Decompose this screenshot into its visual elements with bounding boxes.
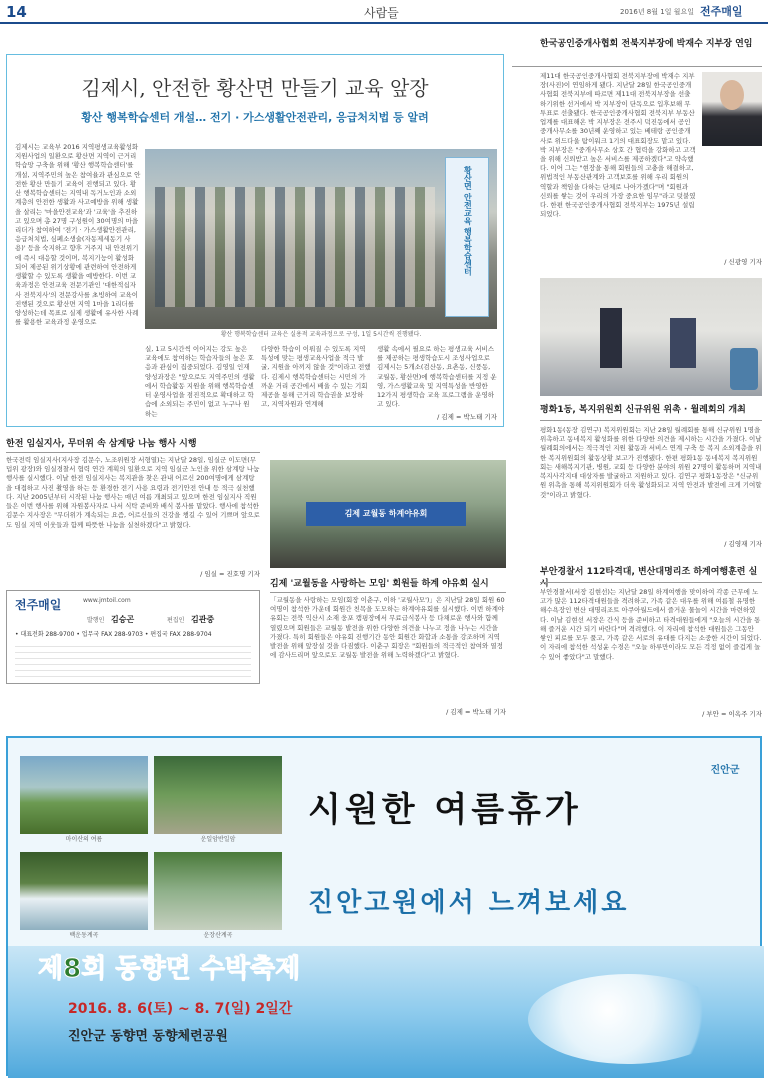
tourism-ad [6, 736, 762, 1076]
masthead-logo: 전주매일 [15, 598, 62, 612]
left2-heading: 한전 임실지사, 무더위 속 삼계탕 나눔 행사 시행 [6, 439, 197, 449]
ad-photo-caption-1: 마이산의 여름 [65, 836, 103, 843]
ad-slogan-main: 시원한 여름휴가 [308, 790, 582, 830]
right3-byline: / 부안 = 이옥주 기자 [702, 710, 762, 718]
right2-body: 평화1동(동장 김연구) 복지위원회는 지난 28일 월례회를 통해 신규위원 1명을 위촉하고 동네복지 활성화를 위한 다양한 의견을 제시하는 시간을 가졌다. 이날 월례회의에서는 적극적인 지원 활동과 서비스 연계 구축 등 복지 소외계층을 위한 복지위원회의 활동상황 보고가 진행됐다. 한편 평화1동 동네복지 복지위원회는 새해복지기관, 병원, 교회 등 다양한 분야의 위원 27명이 활동하며 지역내 복지사각지대 대상자를 발굴하고 지원하고 있다. 김연구 평화1동장은 "신규위원 위촉을 통해 복지위원회가 더욱 활성화되고 지역 안전과 발전에 크게 기여할 것"이라고 밝혔다. [540, 426, 762, 499]
feature-col4: 생활 속에서 필요로 하는 평생교육 서비스를 제공하는 평생학습도시 조성사업으로 김제시는 5개소(검산동, 요촌동, 신풍동, 교월동, 황산면)에 행복학습센터를 지정 운영, 가스생활교육 및 지역특성을 반영한 12가지 평생학습 교육 프로그램을 운영하고 있다. [377, 345, 497, 409]
right1-byline: / 신광영 기자 [724, 258, 762, 266]
right3-heading: 부안경찰서 112타격대, 변산대명리조 하계여행훈련 실시 [540, 567, 758, 590]
right2-rule [540, 420, 762, 421]
feature-photo-banner: 황산면 안전교육 행복학습센터 [445, 157, 489, 317]
editor-name: 김관중 [191, 615, 215, 624]
issue-date: 2016년 8월 1일 월요일 [620, 8, 694, 16]
feature-byline: / 김제 = 박노태 기자 [437, 413, 497, 421]
left2-byline: / 임실 = 진호명 기자 [200, 570, 260, 578]
mid2-rule [270, 592, 506, 593]
ad-photo-caption-3: 백운동계곡 [69, 932, 99, 939]
ad-photo-2 [154, 756, 282, 834]
feature-col2: 실, 1교 5시간씩 이어지는 강도 높은 교육에도 참여하는 학습자들의 높은 호응과 관심이 집중되었다. 김영일 인재양성과장은 "앞으로도 지역주민의 생활에서 학습활동 지원을 위해 행복학습센터 운영사업을 점진적으로 확대하고 학습에 소외되는 주민이 없고 누구나 원하는 [145, 345, 255, 418]
left2-body: 한국전력 임실지사(지사장 김문수, 노조위원장 서형열)는 지난달 28일, 임실군 이도면(무덥위 광장)와 임실경찰서 협력 연간 계획의 일환으로 지역 임실군 노인을 위한 삼계탕 나눔 행사를 실시했다. 이날 한전 임실지사는 복지관을 찾은 관내 어르신 200여명에게 삼계탕을 대접하고 사진 촬영을 하는 등 환경한 전기 사용 요령과 전기안전 안내 등 적극 실천했다. 지난 2005년부터 시작된 나눔 행사는 매년 여름 개최되고 있으며 한전 임실지사 직원들은 이번 행사를 위해 자원봉사자로 나서 식탁 준비와 배식 봉사를 맡았다. 행사에 참석한 김문수 지사장은 "무더위가 계속되는 요즘, 어르신들의 건강을 챙길 수 있어 기쁘며 앞으로도 임실 지역 이웃들과 함께 따뜻한 나눔을 실천하겠다"고 밝혔다. [6, 456, 260, 529]
ad-photo-1 [20, 756, 148, 834]
feature-subtitle: 황산 행복학습센터 개설… 전기 · 가스생활안전관리, 응급처치법 등 알려 [81, 111, 429, 124]
masthead-directory [15, 641, 251, 679]
feature-title: 김제시, 안전한 황산면 만들기 교육 앞장 [81, 76, 429, 100]
editor-label: 편집인 [167, 617, 185, 624]
ad-festival-title: 제8회 동향면 수박축제 [38, 954, 301, 984]
mid2-byline: / 김제 = 박노태 기자 [446, 708, 506, 716]
ad-photo-caption-2: 운일암반일암 [200, 836, 236, 843]
left2-rule [6, 452, 260, 453]
right1-heading: 한국공인중개사협회 전북지부장에 박재수 지부장 연임 [540, 39, 753, 49]
right1-body-top: 제11대 한국공인중개사협회 전북지부장에 박재수 지부장(사진)이 연임하게 됐다. 지난달 28일 한국공인중개사협회 전북지부에 따르면 제11대 전북지부장을 선출하기위한 선거에서 박 지부장이 단독으로 입후보해 무투표로 선출됐다. 한국공인중개사협회 전북지부 부동산업계를 대표해온 박 지부장은 전주시 덕진동에서 공인중개사무소를 30년째 운영하고 있는 베테랑 공인중개사로 위드다울 탐이워크 1기의 대표회장도 맡고 있다. 박 지부장은 "중개사무소 상호 간 협력을 강화하고 고객을 위해 신뢰받고 높은 서비스를 제공하겠다"고 약속했다. 이어 그는 "현장을 통해 회원들의 고충을 해결하고, 위법적인 부동산관계와 고객보호를 위해 우리 회원의 역할과 책임을 다하는 단체로 나아가겠다"며 "회원과 신뢰를 쌓는 것이 우리의 가장 중요한 임무"라고 덧붙였다. 한편 한국공인중개사협회 전북지부는 1975년 설립되었다. [540, 72, 696, 219]
ad-festival-dates: 2016. 8. 6(토) ~ 8. 7(일) 2일간 [68, 1001, 293, 1017]
masthead-contacts: • 대표전화 288-9700 • 업무국 FAX 288-9703 • 편집국 FAX 288-9704 [15, 631, 212, 638]
publisher-label: 발행인 [87, 617, 105, 624]
ad-photo-3 [20, 852, 148, 930]
feature-article [6, 54, 504, 427]
ad-logo: 진안군 [710, 765, 740, 776]
mid2-body: 「교월동을 사랑하는 모임(회장 이춘구, 이하 '교월사모')」은 지난달 28일 회원 60여명이 참석한 가운데 회원간 친목을 도모하는 하계야유회를 실시했다. 이번 하계야유회는 전북 익산시 소재 웅포 캠핑장에서 무료급식봉사 등 다채로운 행사와 함께 열렸으며 회원들은 교월동 발전을 위한 다양한 의견을 나누고 정을 나누는 시간을 가졌다. 특히 회원들은 야유회 진행기간 동안 회원간 화합과 소통을 강조하며 지역 발전을 위해 앞장설 것을 다짐했다. 이춘구 회장은 "회원들의 적극적인 참여와 열정에 감사드리며 앞으로도 교월동 발전을 위해 노력하겠다"고 밝혔다. [270, 596, 505, 660]
right2-photo [540, 278, 762, 396]
right2-heading: 평화1동, 복지위원회 신규위원 위촉 · 월례회의 개최 [540, 405, 746, 415]
right1-rule [512, 66, 762, 67]
mid2-banner: 김제 교월동 하계야유회 [306, 502, 466, 526]
mid2-photo [270, 460, 506, 568]
masthead-box [6, 590, 260, 684]
page-header [0, 0, 768, 24]
publisher-name: 김승곤 [111, 615, 135, 624]
ad-festival-venue: 진안군 동향면 동향체련공원 [68, 1029, 228, 1044]
right3-rule [540, 582, 762, 583]
right1-body [540, 148, 762, 256]
feature-photo-group [155, 187, 435, 307]
ad-splash-graphic [528, 974, 728, 1064]
section-title: 사람들 [364, 6, 399, 20]
brand-logo: 전주매일 [700, 5, 743, 18]
ad-photo-4 [154, 852, 282, 930]
right3-body: 부안경찰서(서장 김현선)는 지난달 28일 하계여행을 맞이하여 각종 근무에 노고가 많은 112타격대원들을 격려하고, 가족 같은 대우를 위해 여름철 유명한 해수욕장인 변산 대명리조트 아쿠아월드에서 즐거운 물놀이 시간을 마련하였다. 이날 김현선 서장은 간식 등을 준비하고 타격대원들에게 "오늘의 시간을 통해 즐거운 시간 되기 바란다"며 격려했다. 이 자리에 참석한 대원들은 그동안 쌓인 피로를 모두 풀고, 가족 같은 서로의 유대를 다지는 소중한 시간이 되었다. 이 자리에 참석한 석성윤 수경은 "오늘 하루만이라도 모든 걱정 없이 즐겁게 놀 수 있어 좋았다"고 말했다. [540, 588, 762, 661]
ad-slogan-sub: 진안고원에서 느껴보세요 [308, 888, 630, 918]
right1-portrait [702, 72, 762, 146]
right2-byline: / 김영재 기자 [724, 540, 762, 548]
mid2-heading: 김제 '교월동을 사랑하는 모임' 회원들 하계 야유회 실시 [270, 579, 489, 589]
page-number: 14 [6, 3, 27, 21]
masthead-url: www.jmtoil.com [83, 597, 131, 604]
feature-col1: 김제시는 교육부 2016 지역평생교육활성화 지원사업의 일환으로 황산면 지역이 근거리 학습망 구축을 위해 '황산 행복학습센터'를 개설, 지역주민의 높은 참여율과 관심으로 안전한 황산 만들기 교육이 진행되고 있다. 황산 행복학습센터는 지역내 독거노인과 소외계층의 안전한 생활과 사고예방을 위해 생활을 살리는 '마을안전교육'과 '교육'을 추진하고 있으며 총 27명 구성원이 30여명의 마을리더가 참여하여 '전기 · 가스생활안전관리, 응급처치법, 심폐소생술(자동제세동기 사용)' 등을 숙지하고 향후 거주지 내 안전위기에 즉시 대응할 것이며, 복지기능이 활성화 되어 제공된 위기상황에 관련하여 안전하게 생활할 수 있도록 생활을 예방한다. 이번 교육과정은 안전교육 전문기관인 '대한적십자사 전북지사'의 전문강사를 초빙하여 교육이 진행된 것으로 황산면 지역 1마을 1리더를 양성하는데 목표로 실제 생활에 유사한 사례를 활용한 교육과정 운영으로 [15, 143, 141, 327]
feature-photo [145, 149, 497, 329]
feature-photo-caption: 황산 행복학습센터 교육은 실용적 교육과정으로 구성, 1일 5시간씩 진행됐다. [220, 331, 422, 338]
feature-col3: 다양한 학습이 이뤄질 수 있도록 지역특성에 맞는 평생교육사업을 적극 발굴, 지원을 아끼지 않을 것"이라고 전했다. 김제시 행복학습센터는 시민의 가까운 거리 공간에서 배울 수 있는 기회제공을 통해 근거리 학습권을 보장하고, 지역자원과 연계해 [261, 345, 371, 409]
ad-photo-caption-4: 운장산계곡 [203, 932, 233, 939]
